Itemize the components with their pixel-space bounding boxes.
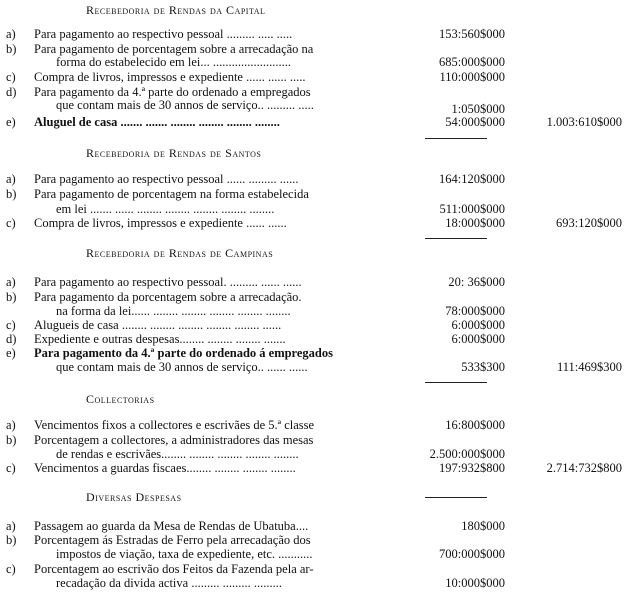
item-amount: 533$300 [461,360,505,374]
item-label: c) [6,318,16,332]
item-text: Alugueis de casa ........ ........ ........ ........ ........ ...... [34,319,282,332]
item-label: e) [6,346,16,360]
list-item-amount-line [0,103,630,116]
item-label: d) [6,85,17,99]
item-label: c) [6,216,16,230]
list-item-continuation [0,548,630,561]
list-item [0,43,630,56]
section-total: 2.714:732$800 [546,461,622,475]
list-item [0,333,630,346]
section-total: 111:469$300 [556,360,622,374]
section-heading: Recebedoria de Rendas de Santos [86,146,262,160]
section-heading: Recebedoria de Rendas de Campinas [86,246,274,260]
item-label: b) [6,42,17,56]
item-text: em lei ....... ...... ........ ........ ........ ........ ........ [56,203,275,216]
item-label: b) [6,533,17,547]
section-heading: Recebedoria de Rendas da Capital [86,3,266,17]
list-item-continuation [0,305,630,318]
item-text: Para pagamento da porcentagem sobre a arrecadação. [34,291,302,304]
list-item-continuation [0,361,630,374]
total-rule [425,382,487,383]
item-amount: 685:000$000 [439,55,505,69]
section-total: 1.003:610$000 [546,115,622,129]
item-label: c) [6,461,16,475]
list-item [0,71,630,84]
item-text: Para pagamento ao respectivo pessoal ...... ......... ...... [34,173,299,186]
item-label: a) [6,275,16,289]
list-item [0,86,630,99]
list-item [0,347,630,360]
item-amount: 16:800$000 [445,418,505,432]
list-item [0,116,630,129]
list-item [0,173,630,186]
item-text: Porcentagem ás Estradas de Ferro pela arrecadação dos [34,534,311,547]
item-amount: 153:560$000 [439,27,505,41]
list-item-continuation [0,203,630,216]
item-text: Para pagamento ao respectivo pessoal ......... ..... ..... [34,28,293,41]
item-label: d) [6,332,17,346]
item-label: c) [6,562,16,576]
list-item [0,534,630,547]
item-text: que contam mais de 30 annos de serviço.. ......... ..... [56,99,314,112]
section-heading: Collectorias [86,392,155,406]
item-amount: 197:932$800 [439,461,505,475]
list-item [0,462,630,475]
item-text: Para pagamento ao respectivo pessoal. ......... ...... ...... [34,276,302,289]
item-label: a) [6,27,16,41]
item-text: Porcentagem a collectores, a administradores das mesas [34,434,314,447]
item-text: Para pagamento da 4.ª parte do ordenado a empregados [34,86,311,99]
item-label: b) [6,290,17,304]
list-item [0,419,630,432]
item-amount: 2.500:000$000 [429,447,505,461]
list-item [0,563,630,576]
item-label: b) [6,187,17,201]
list-item-continuation [0,448,630,461]
item-text: Passagem ao guarda da Mesa de Rendas de Ubatuba.... [34,520,309,533]
item-text: Para pagamento de porcentagem na forma estabelecida [34,188,309,201]
item-amount: 10:000$000 [445,576,505,590]
item-label: a) [6,519,16,533]
item-amount: 20: 36$000 [448,275,505,289]
item-text: Para pagamento da 4.ª parte do ordenado á empregados [34,347,333,360]
item-label: b) [6,433,17,447]
list-item [0,520,630,533]
list-item [0,188,630,201]
list-item [0,319,630,332]
list-item-continuation [0,577,630,590]
item-text: Para pagamento de porcentagem sobre a arrecadação na [34,43,314,56]
total-rule [425,497,487,498]
item-text: Porcentagem ao escrivão dos Feitos da Fazenda pela ar- [34,563,314,576]
item-label: a) [6,172,16,186]
item-amount: 1:050$000 [451,102,505,116]
item-amount: 700:000$000 [439,547,505,561]
list-item [0,28,630,41]
item-amount: 180$000 [461,519,505,533]
item-text: Compra de livros, impressos e expediente ...... ...... ..... [34,71,306,84]
list-item [0,291,630,304]
total-rule [425,238,487,239]
item-text: Expediente e outras despesas........ ........ ........ ....... [34,333,286,346]
list-item [0,217,630,230]
section-heading: Diversas Despesas [86,490,182,504]
item-amount: 78:000$000 [445,304,505,318]
item-text: Compra de livros, impressos e expediente ...... ...... [34,217,287,230]
list-item [0,434,630,447]
item-amount: 511:000$000 [439,202,505,216]
item-text: Vencimentos fixos a collectores e escrivães de 5.ª classe [34,419,315,432]
list-item-continuation [0,56,630,69]
item-text: impostos de viação, taxa de expediente, etc. ........... [56,548,313,561]
section-total: 693:120$000 [556,216,622,230]
list-item [0,276,630,289]
item-amount: 110:000$000 [439,70,505,84]
item-text: Vencimentos a guardas fiscaes........ ........ ........ ........ [34,462,296,475]
item-text: forma do estabelecido em lei... ......................... [56,56,292,69]
item-text: na forma da lei...... ........ ........ ........ ........ ........ [56,305,291,318]
item-amount: 164:120$000 [439,172,505,186]
item-amount: 18:000$000 [445,216,505,230]
total-rule [425,138,487,139]
item-text: Aluguel de casa ....... ....... ........ ........ ........ ........ [34,116,280,129]
item-amount: 54:000$000 [445,115,505,129]
item-amount: 6:000$000 [451,332,505,346]
item-label: e) [6,115,16,129]
item-label: a) [6,418,16,432]
item-amount: 6:000$000 [451,318,505,332]
item-text: que contam mais de 30 annos de serviço.. ...... ...... [56,361,308,374]
item-text: recadação da divida activa ......... ......... ......... [56,577,282,590]
item-label: c) [6,70,16,84]
item-text: de rendas e escrivães........ ........ ........ ........ ........ [56,448,299,461]
